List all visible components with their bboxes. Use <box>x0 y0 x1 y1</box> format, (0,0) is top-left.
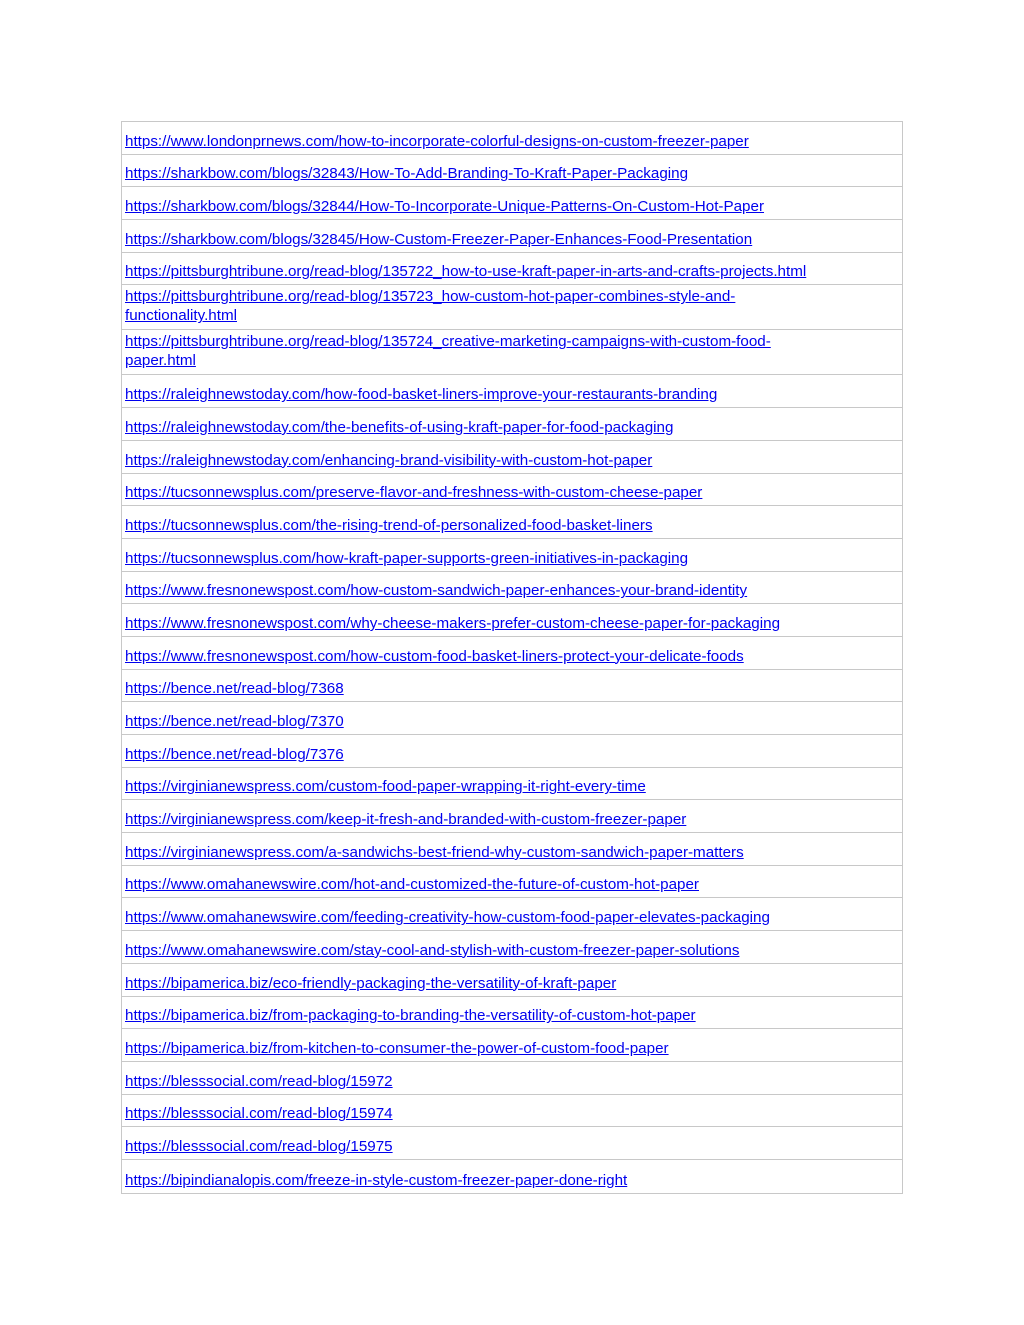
table-row <box>122 122 902 155</box>
url-link[interactable]: https://pittsburghtribune.org/read-blog/135724_creative-marketing-campaigns-with-custom-food-paper.html <box>125 333 771 370</box>
table-row <box>122 441 902 474</box>
table-row <box>122 187 902 220</box>
table-row <box>122 604 902 637</box>
url-link[interactable]: https://bence.net/read-blog/7368 <box>125 680 344 698</box>
url-link[interactable]: https://bence.net/read-blog/7376 <box>125 745 344 763</box>
url-link[interactable]: https://bipamerica.biz/from-packaging-to-branding-the-versatility-of-custom-hot-paper <box>125 1007 696 1025</box>
link-table <box>121 121 903 1194</box>
url-link[interactable]: https://bipamerica.biz/from-kitchen-to-consumer-the-power-of-custom-food-paper <box>125 1039 669 1057</box>
table-row <box>122 1127 902 1160</box>
url-link[interactable]: https://sharkbow.com/blogs/32844/How-To-Incorporate-Unique-Patterns-On-Custom-Hot-Paper <box>125 198 765 216</box>
url-link[interactable]: https://www.omahanewswire.com/feeding-creativity-how-custom-food-paper-elevates-packaging <box>125 909 770 927</box>
url-link[interactable]: https://www.londonprnews.com/how-to-incorporate-colorful-designs-on-custom-freezer-paper <box>125 132 749 150</box>
url-link[interactable]: https://www.fresnonewspost.com/why-cheese-makers-prefer-custom-cheese-paper-for-packaging <box>125 614 781 632</box>
url-link[interactable]: https://raleighnewstoday.com/how-food-basket-liners-improve-your-restaurants-branding <box>125 386 718 404</box>
url-link[interactable]: https://tucsonnewsplus.com/how-kraft-paper-supports-green-initiatives-in-packaging <box>125 549 689 567</box>
table-row <box>122 572 902 605</box>
table-row <box>122 800 902 833</box>
table-row <box>122 1029 902 1062</box>
table-row <box>122 253 902 286</box>
table-row <box>122 670 902 703</box>
table-row <box>122 1062 902 1095</box>
table-row <box>122 637 902 670</box>
table-row <box>122 931 902 964</box>
url-link[interactable]: https://raleighnewstoday.com/enhancing-brand-visibility-with-custom-hot-paper <box>125 451 653 469</box>
url-link[interactable]: https://www.omahanewswire.com/hot-and-customized-the-future-of-custom-hot-paper <box>125 876 699 894</box>
table-row <box>122 735 902 768</box>
table-row <box>122 702 902 735</box>
url-link[interactable]: https://sharkbow.com/blogs/32845/How-Custom-Freezer-Paper-Enhances-Food-Presentation <box>125 230 753 248</box>
table-row <box>122 866 902 899</box>
url-link[interactable]: https://bipindianalopis.com/freeze-in-style-custom-freezer-paper-done-right <box>125 1171 628 1189</box>
table-row <box>122 768 902 801</box>
url-link[interactable]: https://virginianewspress.com/a-sandwichs-best-friend-why-custom-sandwich-paper-matters <box>125 843 744 861</box>
url-link[interactable]: https://bipamerica.biz/eco-friendly-packaging-the-versatility-of-kraft-paper <box>125 974 617 992</box>
url-link[interactable]: https://tucsonnewsplus.com/the-rising-trend-of-personalized-food-basket-liners <box>125 516 653 534</box>
table-row <box>122 1160 902 1193</box>
url-link[interactable]: https://tucsonnewsplus.com/preserve-flavor-and-freshness-with-custom-cheese-paper <box>125 484 703 502</box>
url-link[interactable]: https://www.omahanewswire.com/stay-cool-and-stylish-with-custom-freezer-paper-solutions <box>125 941 740 959</box>
url-link[interactable]: https://bence.net/read-blog/7370 <box>125 713 344 730</box>
url-link[interactable]: https://virginianewspress.com/keep-it-fresh-and-branded-with-custom-freezer-paper <box>125 811 687 829</box>
url-link[interactable]: https://virginianewspress.com/custom-food-paper-wrapping-it-right-every-time <box>125 778 646 796</box>
url-link[interactable]: https://raleighnewstoday.com/the-benefits-of-using-kraft-paper-for-food-packaging <box>125 418 674 436</box>
table-row <box>122 898 902 931</box>
table-row <box>122 375 902 408</box>
url-link[interactable]: https://blesssocial.com/read-blog/15975 <box>125 1137 393 1155</box>
table-row <box>122 155 902 188</box>
table-row <box>122 220 902 253</box>
table-row <box>122 285 902 330</box>
url-link[interactable]: https://www.fresnonewspost.com/how-custom-sandwich-paper-enhances-your-brand-identity <box>125 582 748 600</box>
url-link[interactable]: https://pittsburghtribune.org/read-blog/135722_how-to-use-kraft-paper-in-arts-and-crafts-projects.html <box>125 263 807 281</box>
url-link[interactable]: https://sharkbow.com/blogs/32843/How-To-Add-Branding-To-Kraft-Paper-Packaging <box>125 165 689 183</box>
url-link[interactable]: https://www.fresnonewspost.com/how-custom-food-basket-liners-protect-your-delicate-foods <box>125 647 744 665</box>
url-link[interactable]: https://blesssocial.com/read-blog/15974 <box>125 1105 393 1123</box>
table-row <box>122 330 902 375</box>
table-row <box>122 964 902 997</box>
url-link[interactable]: https://pittsburghtribune.org/read-blog/135723_how-custom-hot-paper-combines-style-and-functionality.html <box>125 288 736 325</box>
table-row <box>122 1095 902 1128</box>
table-row <box>122 408 902 441</box>
table-row <box>122 506 902 539</box>
table-row <box>122 474 902 507</box>
url-link[interactable]: https://blesssocial.com/read-blog/15972 <box>125 1072 393 1090</box>
table-row <box>122 833 902 866</box>
table-row <box>122 539 902 572</box>
table-row <box>122 997 902 1030</box>
